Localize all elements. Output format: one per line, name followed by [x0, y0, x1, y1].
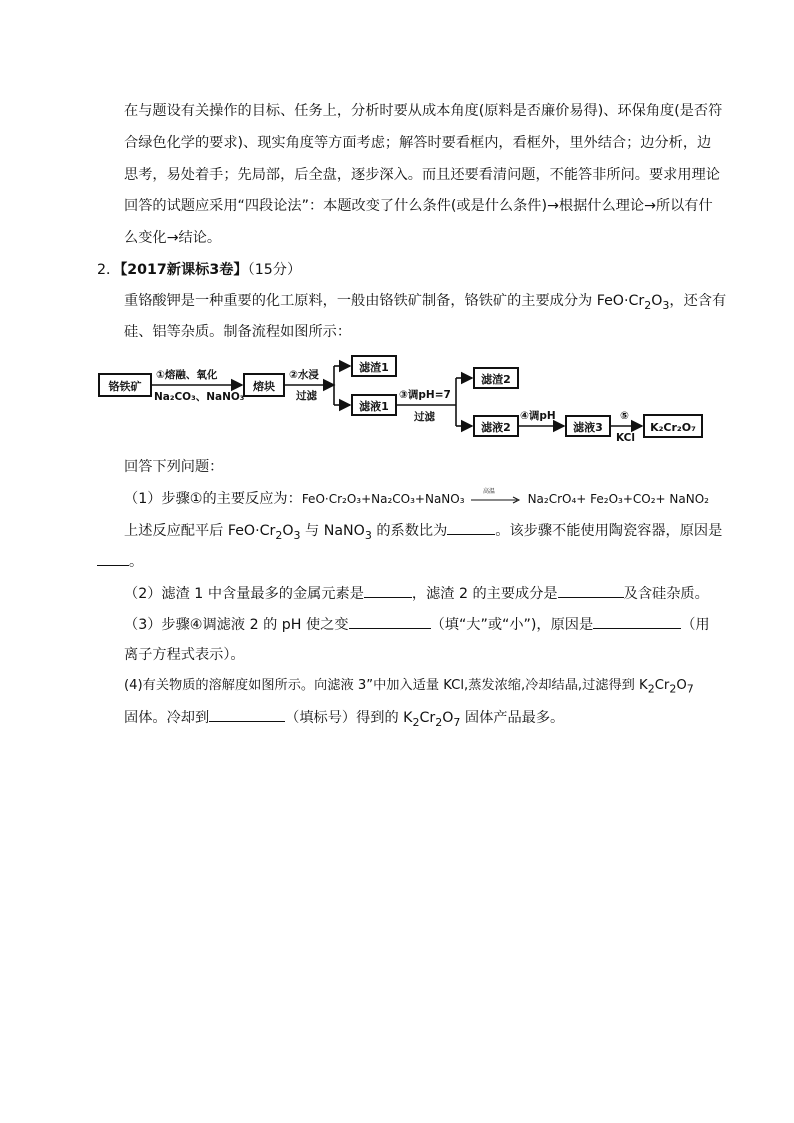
svg-text:熔块: 熔块 — [253, 380, 275, 393]
question-stem-2: 硅、铝等杂质。制备流程如图所示： — [124, 324, 352, 340]
flow-step3-top: ③调pH=7 — [399, 389, 451, 401]
flow-step3-bottom: 过滤 — [414, 411, 435, 423]
question-stem-1: 重铬酸钾是一种重要的化工原料，一般由铬铁矿制备，铬铁矿的主要成分为 $FeO\cdot Cr_2O_3$，还含有 — [124, 293, 727, 312]
reaction-reactants: FeO·Cr₂O₃+Na₂CO₃+NaNO₃ — [301, 492, 465, 506]
flow-step5-top: ⑤ — [620, 410, 629, 422]
subquestion-1-line2: 上述反应配平后 $FeO\cdot Cr_2O_3$ 与 NaNO$_3$ 的系数比为 。该步骤不能使用陶瓷容器，原因是 — [124, 523, 723, 542]
question-source: 【2017新课标3卷】 — [120, 262, 248, 278]
question-number: 2． — [97, 262, 121, 278]
reaction-products: Na₂CrO₄+ Fe₂O₃+CO₂+ NaNO₂ — [527, 492, 709, 506]
answer-blank-temperature[interactable] — [209, 708, 285, 722]
subquestion-3: （3）步骤④调滤液 2 的 pH 使之变 （填“大”或“小”)，原因是 （用 — [124, 617, 710, 633]
svg-text:滤液2: 滤液2 — [481, 421, 511, 434]
answer-prompt: 回答下列问题： — [124, 459, 224, 475]
intro-line-5: 么变化→结论。 — [124, 230, 222, 246]
reaction-arrow — [469, 488, 523, 506]
answer-blank-equation[interactable] — [593, 615, 681, 629]
answer-blank-ph[interactable] — [349, 615, 431, 629]
question-score: （15分） — [247, 262, 302, 278]
answer-blank-ratio[interactable] — [447, 521, 495, 535]
svg-text:滤渣1: 滤渣1 — [359, 361, 389, 374]
subquestion-4: (4)有关物质的溶解度如图所示。向滤液 3”中加入适量 KCl,蒸发浓缩,冷却结晶,过滤得到 $K_2Cr_2O_7$ — [124, 678, 694, 696]
flow-label-chromite: 铬铁矿 — [108, 380, 142, 393]
answer-blank-reason[interactable] — [97, 552, 129, 566]
answer-blank-metal[interactable] — [364, 584, 412, 598]
flow-step1-bottom: Na₂CO₃、NaNO₃ — [154, 391, 245, 403]
intro-line-2: 合绿色化学的要求)、现实角度等方面考虑；解答时要看框内，看框外，里外结合；边分析，边 — [124, 135, 712, 151]
flow-step5-bottom: KCl — [616, 432, 635, 444]
intro-line-3: 思考，易处着手；先局部，后全盘，逐步深入。而且还要看清问题，不能答非所问。要求用理论 — [124, 167, 720, 183]
svg-text:滤液1: 滤液1 — [359, 400, 389, 413]
question-header — [97, 261, 301, 279]
answer-blank-residue2[interactable] — [558, 584, 624, 598]
subquestion-4-line2: 固体。冷却到 （填标号）得到的 $K_2Cr_2O_7$ 固体产品最多。 — [124, 710, 565, 729]
subquestion-3-line2: 离子方程式表示）。 — [124, 647, 245, 663]
subquestion-1-line3: 。 — [97, 552, 143, 571]
intro-line-1: 在与题设有关操作的目标、任务上，分析时要从成本角度(原料是否廉价易得)、环保角度(是否符 — [124, 103, 723, 119]
subquestion-1: （1）步骤①的主要反应为：FeO·Cr₂O₃+Na₂CO₃+NaNO₃ 高温 Na₂CrO₄+ Fe₂O₃+CO₂+ NaNO₂ — [124, 490, 709, 508]
reaction-condition: 高温 — [483, 488, 496, 495]
svg-text:K₂Cr₂O₇: K₂Cr₂O₇ — [650, 421, 696, 434]
process-flowchart — [96, 354, 716, 446]
flow-step2-top: ②水浸 — [289, 369, 319, 381]
subquestion-2: （2）滤渣 1 中含量最多的金属元素是 ，滤渣 2 的主要成分是 及含硅杂质。 — [124, 586, 709, 602]
flow-step2-bottom: 过滤 — [296, 390, 317, 402]
flow-step1-top: ①熔融、氧化 — [156, 369, 218, 381]
flow-step4: ④调pH — [520, 410, 556, 422]
svg-text:滤液3: 滤液3 — [573, 421, 603, 434]
svg-text:滤渣2: 滤渣2 — [481, 373, 511, 386]
intro-line-4: 回答的试题应采用“四段论法”：本题改变了什么条件(或是什么条件)→根据什么理论→所以有什 — [124, 198, 713, 214]
